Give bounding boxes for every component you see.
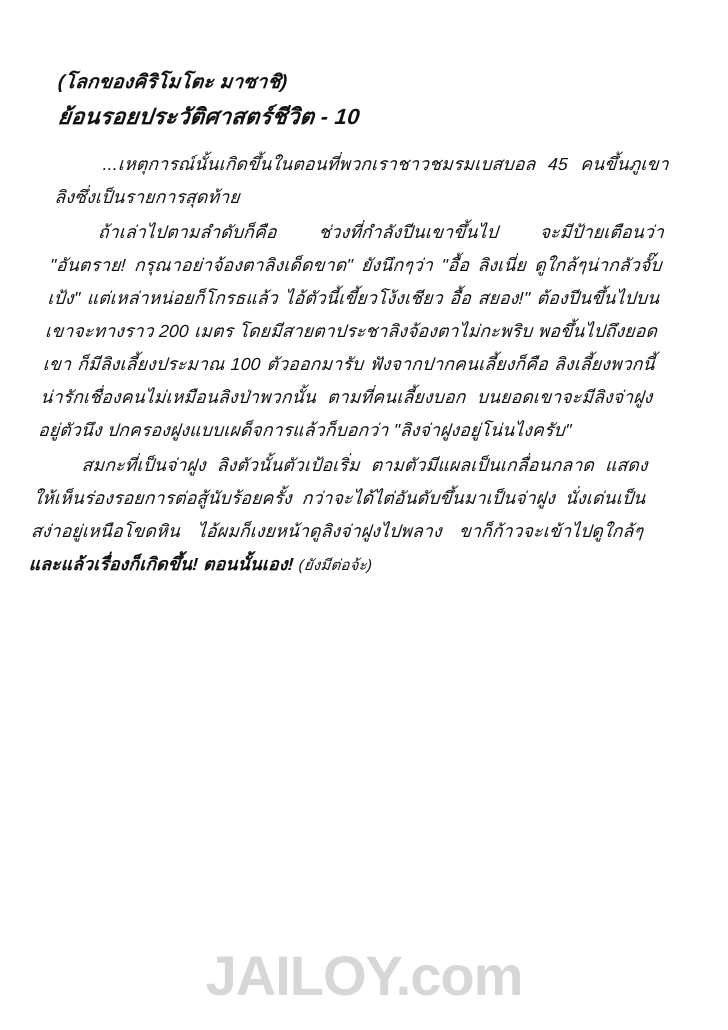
heading-episode-title: ย้อนรอยประวัติศาสตร์ชีวิต - 10 bbox=[56, 104, 362, 129]
article-content bbox=[28, 68, 670, 584]
heading-series-title: (โลกของคิริโมโตะ มาซาชิ) bbox=[56, 72, 289, 93]
article-heading bbox=[58, 68, 670, 134]
paragraph-2: ถ้าเล่าไปตามลำดับก็คือ ช่วงที่กำลังปีนเขาขึ้นไป จะมีป้ายเตือนว่า "อันตราย! กรุณาอย่าจ้องตาลิงเด็ดขาด" ยังนึกๆว่า "อื้อ ลิงเนี่ย ดูใกล้ๆน่ากลัวจั๊บเป้ง" แต่เหล่าหน่อยก็โกรธแล้ว ไอ้ตัวนี้เขี้ยวโง้งเชียว อื้อ สยอง!" ต้องปีนขึ้นไปบนเขาจะทางราว 200 เมตร โดยมีสายตาประชาลิงจ้องตาไม่กะพริบ พอขึ้นไปถึงยอดเขา ก็มีลิงเลี้ยงประมาณ 100 ตัวออกมารับ ฟังจากปากคนเลี้ยงก็คือ ลิงเลี้ยงพวกนี้น่ารักเชื่องคนไม่เหมือนลิงป่าพวกนั้น ตามที่คนเลี้ยงบอก บนยอดเขาจะมีลิงจ่าฝูงอยู่ตัวนึง ปกครองฝูงแบบเผด็จการแล้วก็บอกว่า "ลิงจ่าฝูงอยู่โน่นไงครับ" bbox=[37, 222, 665, 440]
paragraph-emphasis: และแล้วเรื่องก็เกิดขึ้น! ตอนนั้นเอง! bbox=[28, 554, 295, 574]
paragraph-3 bbox=[28, 449, 649, 582]
paragraph-1: ...เหตุการณ์นั้นเกิดขึ้นในตอนที่พวกเราชาวชมรมเบสบอล 45 คนขึ้นภูเขาลิงซึ่งเป็นรายการสุดท้าย bbox=[53, 154, 670, 207]
continuation-note: (ยังมีต่อจ้ะ) bbox=[298, 557, 373, 574]
paragraph-3-text: สมกะที่เป็นจ่าฝูง ลิงตัวนั้นตัวเป้อเริ่ม ตามตัวมีแผลเป็นเกลื่อนกลาด แสดงให้เห็นร่องรอยการต่อสู้นับร้อยครั้ง กว่าจะได้ไต่อันดับขึ้นมาเป็นจ่าฝูง นั่งเด่นเป็นสง่าอยู่เหนือโขดหิน ไอ้ผมก็เงยหน้าดูลิงจ่าฝูงไปพลาง ขาก็ก้าวจะเข้าไปดูใกล้ๆ bbox=[30, 455, 649, 541]
article-body bbox=[28, 148, 670, 582]
site-watermark: JAILOY.com bbox=[205, 944, 523, 1007]
